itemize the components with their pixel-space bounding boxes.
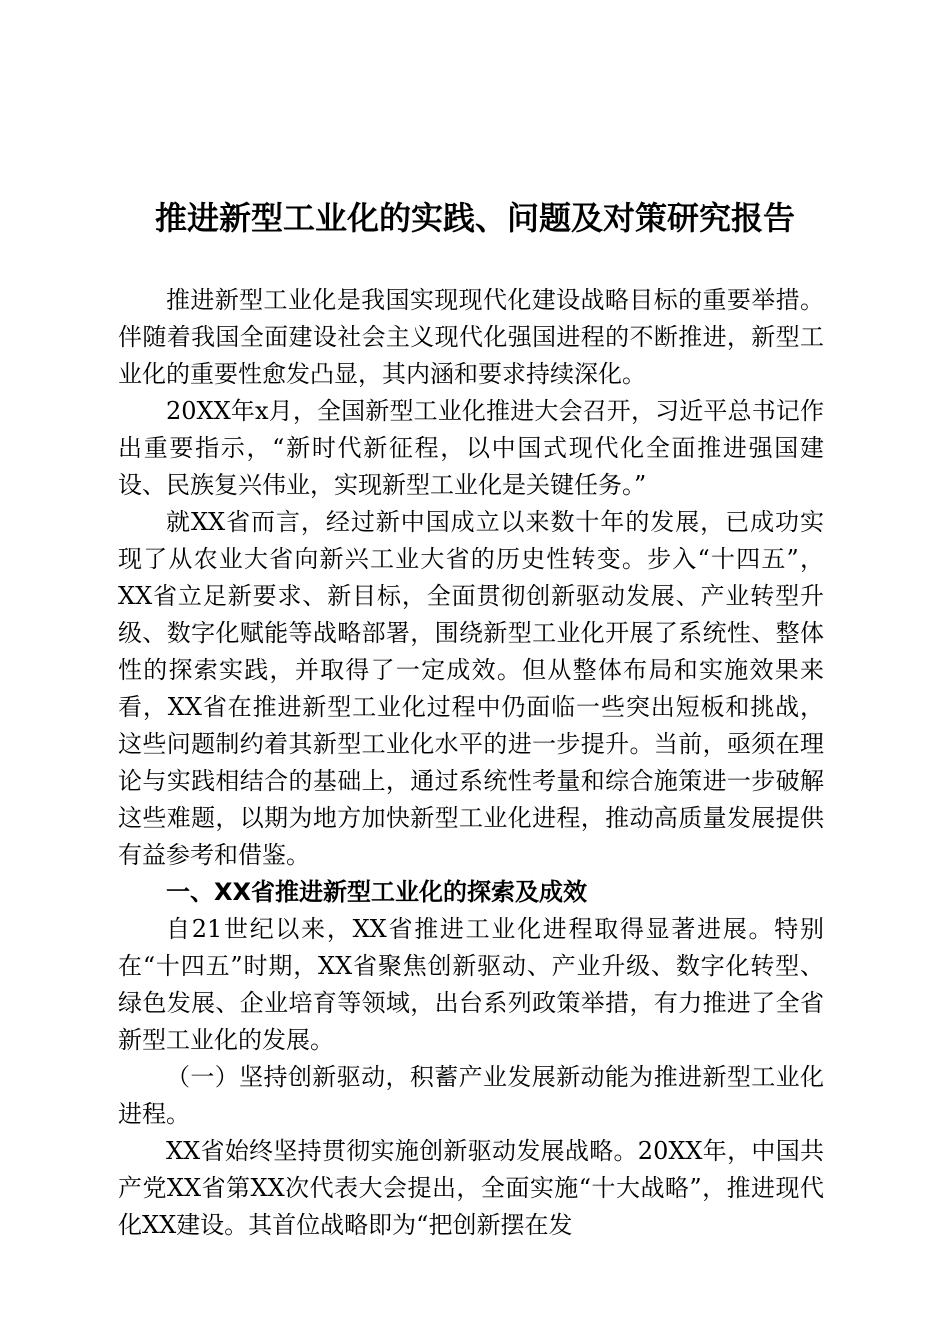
section-paragraph: 自21世纪以来，XX省推进工业化进程取得显著进展。特别在“十四五”时期，XX省聚焦创新驱动、产业升级、数字化转型、绿色发展、企业培育等领域，出台系列政策举措，有力推进了全省新型工业化的发展。 — [118, 915, 824, 1054]
subsection-heading: （一）坚持创新驱动，积蓄产业发展新动能为推进新型工业化进程。 — [118, 1063, 824, 1128]
document-body — [118, 282, 824, 1244]
document-title: 推进新型工业化的实践、问题及对策研究报告 — [154, 199, 795, 237]
conference-paragraph: 20XX年x月，全国新型工业化推进大会召开，习近平总书记作出重要指示，“新时代新征程，以中国式现代化全面推进强国建设、民族复兴伟业，实现新型工业化是关键任务。” — [118, 397, 824, 499]
subsection-paragraph: XX省始终坚持贯彻实施创新驱动发展战略。20XX年，中国共产党XX省第XX次代表大会提出，全面实施“十大战略”，推进现代化XX建设。其首位战略即为“把创新摆在发 — [118, 1137, 824, 1239]
province-paragraph: 就XX省而言，经过新中国成立以来数十年的发展，已成功实现了从农业大省向新兴工业大省的历史性转变。步入“十四五”，XX省立足新要求、新目标，全面贯彻创新驱动发展、产业转型升级、数字化赋能等战略部署，围绕新型工业化开展了系统性、整体性的探索实践，并取得了一定成效。但从整体布局和实施效果来看，XX省在推进新型工业化过程中仍面临一些突出短板和挑战，这些问题制约着其新型工业化水平的进一步提升。当前，亟须在理论与实践相结合的基础上，通过系统性考量和综合施策进一步破解这些难题，以期为地方加快新型工业化进程，推动高质量发展提供有益参考和借鉴。 — [118, 508, 824, 869]
section-heading: 一、XX省推进新型工业化的探索及成效 — [166, 878, 588, 906]
intro-paragraph: 推进新型工业化是我国实现现代化建设战略目标的重要举措。伴随着我国全面建设社会主义现代化强国进程的不断推进，新型工业化的重要性愈发凸显，其内涵和要求持续深化。 — [118, 286, 824, 388]
